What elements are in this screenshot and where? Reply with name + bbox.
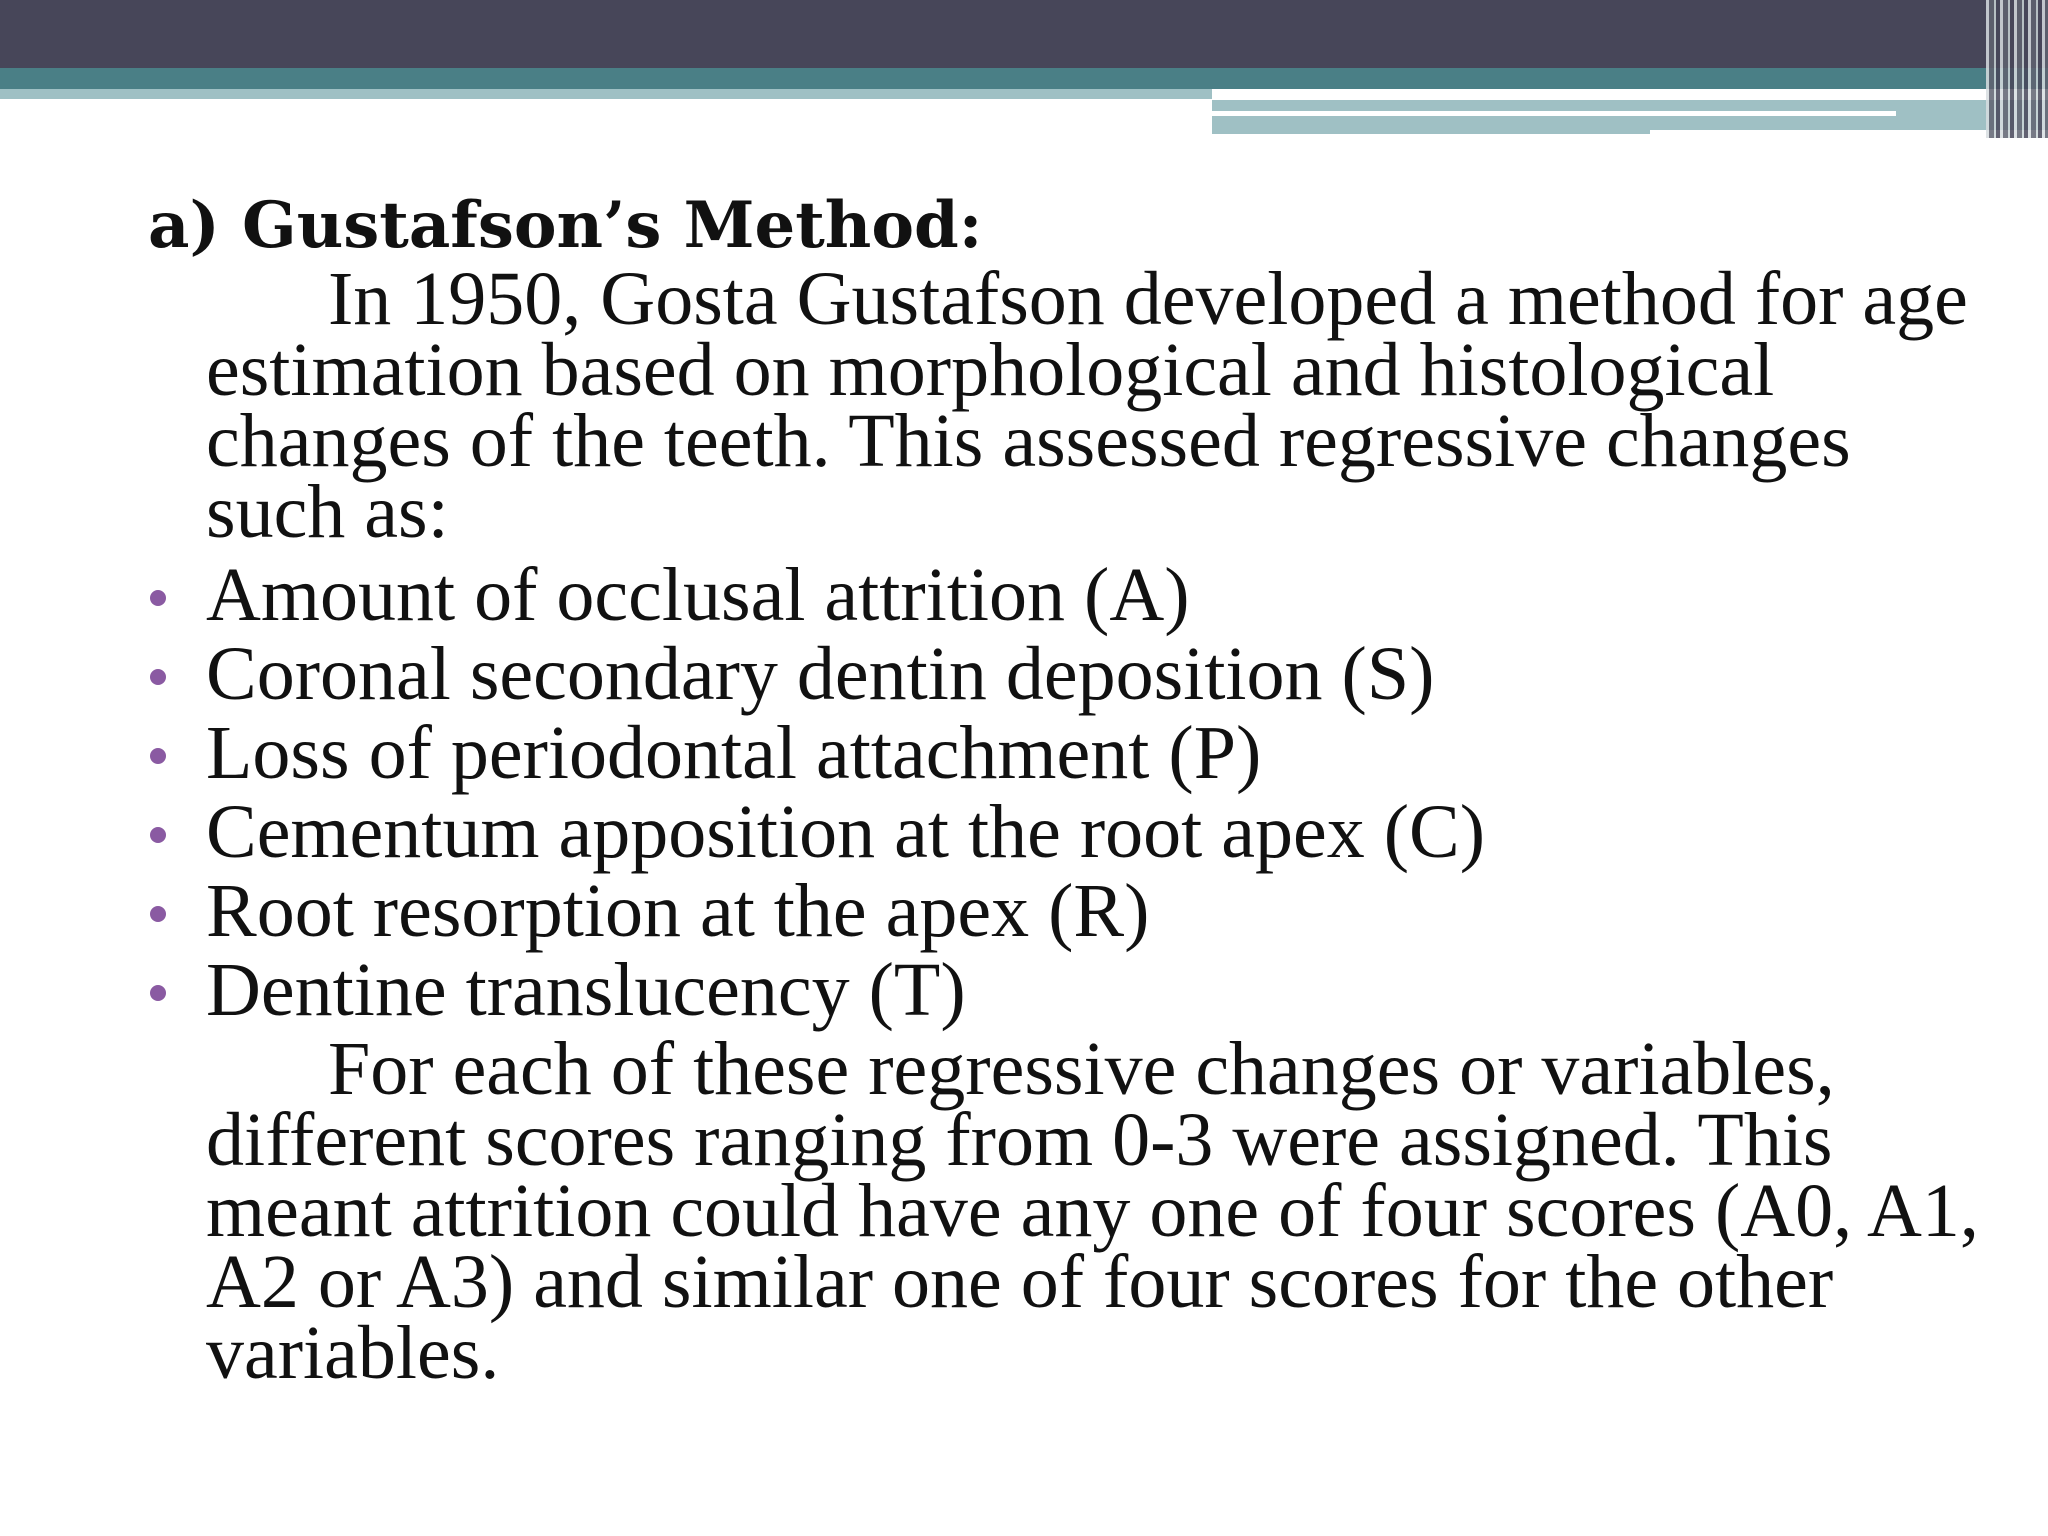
- bullet-icon: [150, 985, 166, 1001]
- header-light-line: [0, 89, 1212, 99]
- slide-content: [148, 188, 1979, 1395]
- list-item-text: Dentine translucency (T): [206, 948, 966, 1032]
- closing-paragraph: For each of these regressive changes or variables, different scores ranging from 0-3 were assigned. This meant attrition could have any one of four scores (A0, A1, A2 or A3) and similar one of four scores for the other variables.: [206, 1027, 1979, 1395]
- list-item-text: Coronal secondary dentin deposition (S): [206, 632, 1435, 716]
- header-stripes: [1986, 0, 2048, 138]
- list-item: [148, 711, 1968, 795]
- header-step-gap: [1212, 111, 1896, 116]
- intro-paragraph: In 1950, Gosta Gustafson developed a method for age estimation based on morphological and histological changes of the teeth. This assessed regressive changes such as:: [206, 257, 1968, 554]
- list-item: [148, 790, 1968, 874]
- list-item: [148, 553, 1968, 637]
- bullet-icon: [150, 827, 166, 843]
- list-item-text: Cementum apposition at the root apex (C): [206, 790, 1486, 874]
- list-item: [148, 948, 1968, 1032]
- list-item-text: Loss of periodontal attachment (P): [206, 711, 1262, 795]
- list-item: [148, 869, 1968, 953]
- bullet-icon: [150, 669, 166, 685]
- header-step-band: [1212, 100, 2048, 134]
- slide-heading: a) Gustafson’s Method:: [148, 188, 983, 263]
- bullet-icon: [150, 906, 166, 922]
- bullet-icon: [150, 590, 166, 606]
- header-teal-band: [0, 68, 2048, 89]
- regressive-changes-list: [148, 553, 1968, 1032]
- list-item-text: Amount of occlusal attrition (A): [206, 553, 1190, 637]
- header-dark-band: [0, 0, 2048, 68]
- list-item: [148, 632, 1968, 716]
- bullet-icon: [150, 748, 166, 764]
- list-item-text: Root resorption at the apex (R): [206, 869, 1150, 953]
